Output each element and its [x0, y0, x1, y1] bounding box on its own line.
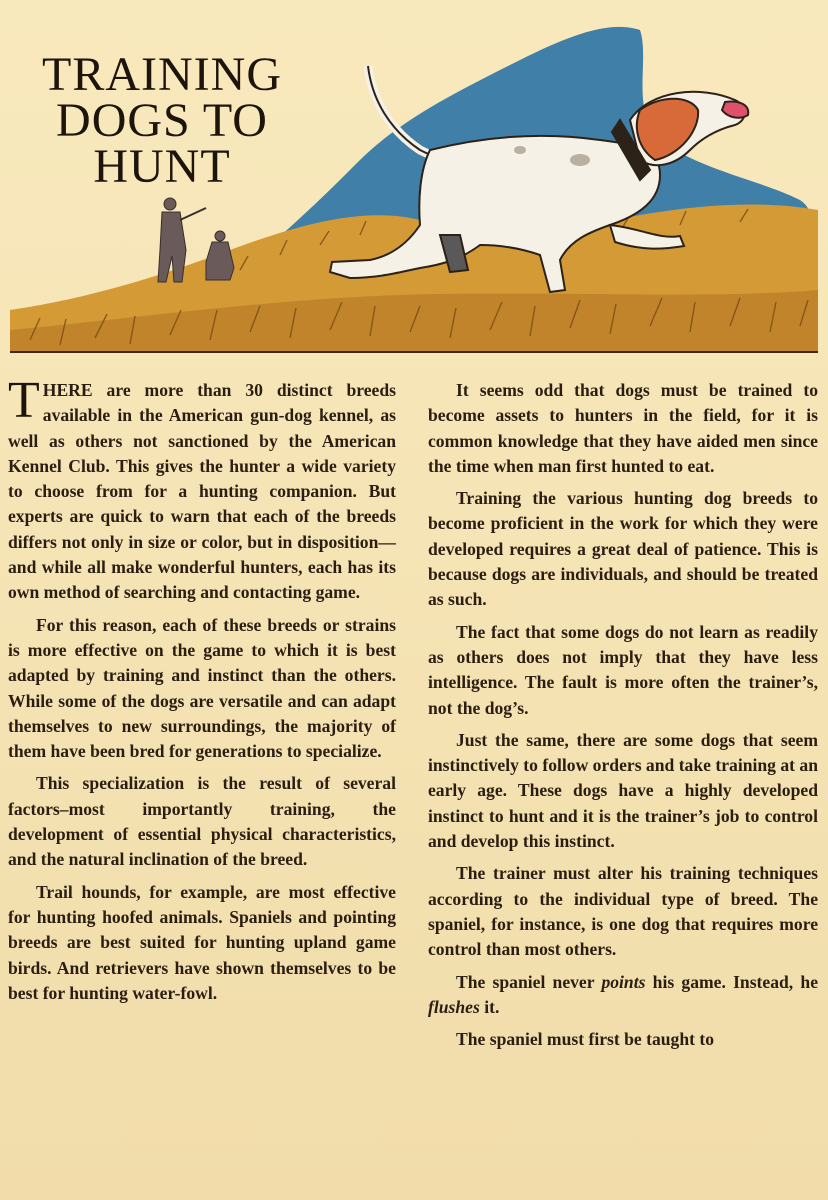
paragraph: Trail hounds, for example, are most effective for hunting hoofed animals. Spaniels and pointing breeds are best suited for hunting upland game birds. And retrievers have shown themselves to be best for hunting water-fowl.	[8, 881, 396, 1003]
title-line-3: HUNT	[93, 140, 231, 193]
drop-cap: T	[8, 372, 40, 429]
title-line-2: DOGS TO	[56, 94, 268, 147]
paragraph: It seems odd that dogs must be trained to become assets to hunters in the field, for it is common knowledge that they have aided men since the time when man first hunted to eat.	[428, 380, 818, 476]
paragraph	[428, 970, 818, 1021]
paragraph: Just the same, there are some dogs that seem instinctively to follow orders and take training at an early age. These dogs have a highly developed instinct to hunt and it is the trainer’s job to control and develop this instinct.	[428, 729, 818, 852]
emphasis-points: points	[601, 971, 646, 992]
paragraph: The fact that some dogs do not learn as readily as others does not imply that they have less intelligence. The fault is more often the trainer’s, not the dog’s.	[428, 621, 818, 718]
header-illustration	[0, 0, 828, 362]
paragraph: This specialization is the result of several factors–most importantly training, the development of essential physical characteristics, and the natural inclination of the breed.	[8, 773, 396, 870]
paragraph	[8, 372, 396, 606]
paragraph: The spaniel must first be taught to	[456, 1029, 715, 1050]
text-run: The spaniel never	[456, 971, 602, 992]
text-run: it.	[479, 996, 500, 1017]
text-run: his game. Instead, he	[645, 971, 819, 992]
paragraph: Training the various hunting dog breeds to become proficient in the work for which they were developed requires a great deal of patience. This is because dogs are individuals, and should be treated as such.	[428, 488, 818, 610]
left-column	[8, 372, 396, 1013]
right-column	[428, 378, 818, 1059]
paragraph: For this reason, each of these breeds or strains is more effective on the game to which it is best adapted by training and instinct than the others. While some of the dogs are versatile and can adapt themselves to new surroundings, the majority of them have been bred for generations to specialize.	[8, 614, 396, 762]
title-line-1: TRAINING	[42, 48, 282, 101]
paragraph-text: HERE are more than 30 distinct breeds available in the American gun-dog kennel, as well as others not sanctioned by the American Kennel Club. This gives the hunter a wide variety to choose from for a hunting companion. But experts are quick to warn that each of the breeds differs not only in size or color, but in disposition—and while all make wonderful hunters, each has its own method of searching and contacting game.	[8, 380, 396, 603]
paragraph: The trainer must alter his training techniques according to the individual type of breed. The spaniel, for instance, is one dog that requires more control than most others.	[428, 863, 818, 960]
emphasis-flushes: flushes	[428, 996, 480, 1017]
page-title	[22, 48, 302, 193]
